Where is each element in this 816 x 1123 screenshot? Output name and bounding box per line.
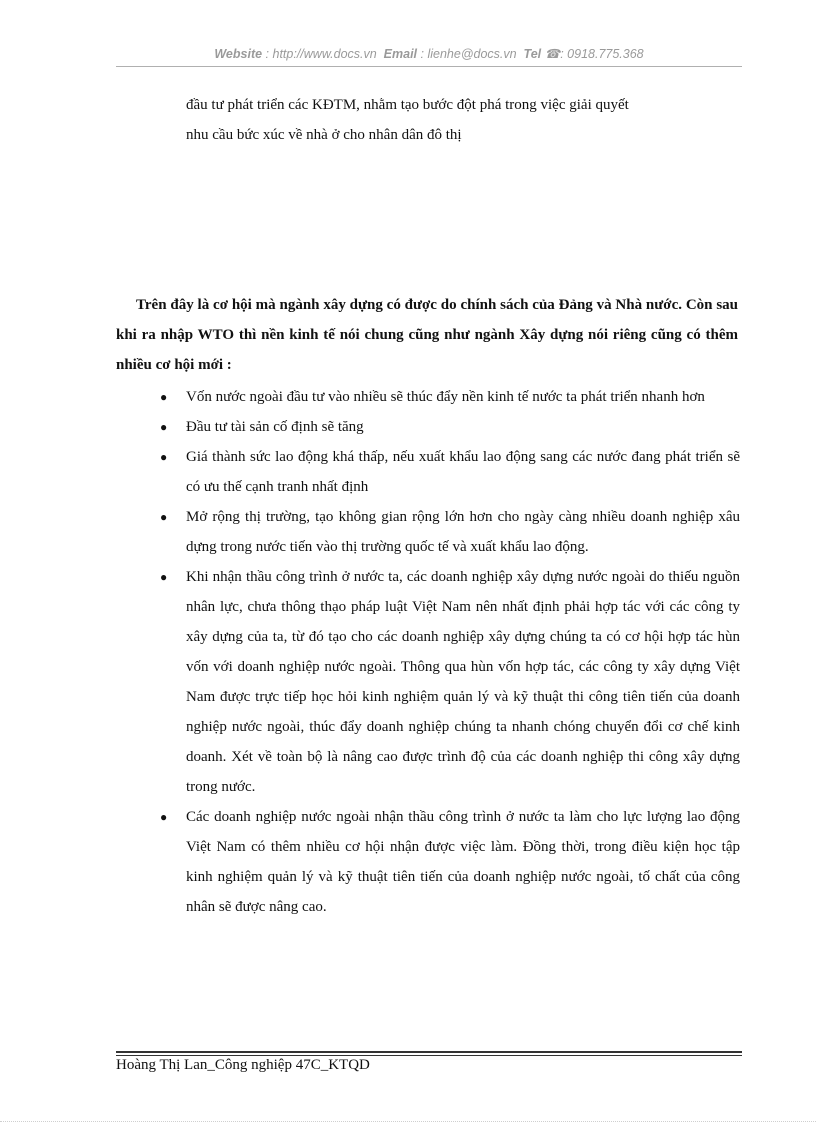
list-item [156,802,740,922]
list-item-text: Các doanh nghiệp nước ngoài nhận thầu công trình ở nước ta làm cho lực lượng lao động Việt Nam có thêm nhiều cơ hội nhận được việc làm. Đồng thời, trong điều kiện học tập kinh nghiệm quản lý và kỹ thuật tiên tiến của doanh nghiệp nước ngoài, tố chất của công nhân sẽ được nâng cao. [186,809,740,915]
list-item-text: Khi nhận thầu công trình ở nước ta, các doanh nghiệp xây dựng nước ngoài do thiếu nguồn nhân lực, chưa thông thạo pháp luật Việt Nam nên nhất định phải hợp tác với các công ty xây dựng của ta, từ đó tạo cho các doanh nghiệp xây dựng chúng ta có cơ hội hợp tác hùn vốn với doanh nghiệp nước ngoài. Thông qua hùn vốn hợp tác, các công ty xây dựng Việt Nam được trực tiếp học hỏi kinh nghiệm quản lý và kỹ thuật thi công tiên tiến của doanh nghiệp nước ngoài, thúc đẩy doanh nghiệp chúng ta nhanh chóng chuyển đổi cơ chế kinh doanh. Xét về toàn bộ là nâng cao được trình độ của các doanh nghiệp thi công xây dựng trong nước. [186,569,740,795]
email-value: : lienhe@docs.vn [420,47,517,61]
page-header [116,46,742,61]
website-value: : http://www.docs.vn [265,47,377,61]
intro-text [186,90,738,150]
opportunity-list [156,382,740,922]
list-item [156,502,740,562]
page-bottom-edge [0,1121,816,1122]
list-item-text: Giá thành sức lao động khá thấp, nếu xuất khẩu lao động sang các nước đang phát triển sẽ có ưu thế cạnh tranh nhất định [186,449,740,495]
list-item [156,442,740,502]
list-item [156,562,740,802]
bullet-dot-icon: ● [160,390,168,404]
page-footer: Hoàng Thị Lan_Công nghiệp 47C_KTQD [116,1057,370,1073]
tel-value: : 0918.775.368 [560,47,644,61]
email-label: Email [383,47,418,61]
bullet-dot-icon: ● [160,810,168,824]
intro-line: đầu tư phát triển các KĐTM, nhằm tạo bước đột phá trong việc giải quyết [186,97,629,113]
list-item-text: Đầu tư tài sản cố định sẽ tăng [186,419,364,435]
bullet-dot-icon: ● [160,450,168,464]
footer-divider-thin [116,1055,742,1056]
tel-label: Tel [523,47,542,61]
website-label: Website [214,47,263,61]
header-divider [116,66,742,67]
phone-icon: ☎ [544,47,561,61]
bullet-dot-icon: ● [160,420,168,434]
bullet-dot-icon: ● [160,510,168,524]
footer-divider [116,1051,742,1053]
intro-line: nhu cầu bức xúc về nhà ở cho nhân dân đô thị [186,127,462,143]
list-item-text: Mở rộng thị trường, tạo không gian rộng lớn hơn cho ngày càng nhiều doanh nghiệp xâu dựng trong nước tiến vào thị trường quốc tế và xuất khẩu lao động. [186,509,740,555]
list-item [156,382,740,412]
bold-paragraph: Trên đây là cơ hội mà ngành xây dựng có được do chính sách của Đảng và Nhà nước. Còn sau khi ra nhập WTO thì nền kinh tế nói chung cũng như ngành Xây dựng nói riêng cũng có thêm nhiều cơ hội mới : [116,297,738,373]
list-item-text: Vốn nước ngoài đầu tư vào nhiều sẽ thúc đẩy nền kinh tế nước ta phát triển nhanh hơn [186,389,705,405]
bullet-dot-icon: ● [160,570,168,584]
list-item [156,412,740,442]
